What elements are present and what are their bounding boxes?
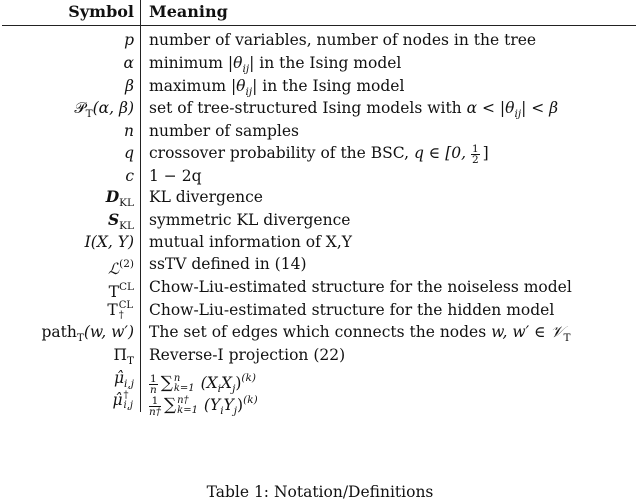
math: Y xyxy=(223,396,234,414)
math: ] xyxy=(482,144,489,162)
symbol-args: (w, w′) xyxy=(83,323,134,341)
math: (Y xyxy=(203,396,221,414)
math: X xyxy=(221,374,233,392)
math: q ∈ [0, xyxy=(413,144,471,162)
subscript: † xyxy=(118,310,124,321)
subscript: i,j xyxy=(124,378,134,390)
table-caption: Table 1: Notation/Definitions xyxy=(206,483,434,501)
sum-icon: ∑ xyxy=(164,395,177,415)
meaning: ssTV defined in (14) xyxy=(149,255,307,273)
meaning: number of samples xyxy=(149,122,299,140)
subscript: i,j xyxy=(123,400,133,411)
meaning-text: maximum | xyxy=(149,77,237,95)
symbol: q xyxy=(124,144,134,162)
meaning: Chow-Liu-estimated structure for the noiseless model xyxy=(149,278,572,296)
denominator: n† xyxy=(149,405,162,418)
sup-sub xyxy=(124,391,133,411)
math: (X xyxy=(200,374,218,392)
meaning: Reverse-I projection (22) xyxy=(149,346,346,364)
denominator: 2 xyxy=(471,153,479,166)
symbol: p xyxy=(124,31,134,49)
meaning: mutual information of X,Y xyxy=(149,233,352,251)
table-row xyxy=(0,75,640,97)
subscript: T xyxy=(85,108,93,120)
symbol: T xyxy=(107,301,118,319)
math: α < | xyxy=(466,99,506,117)
symbol: μ̂ xyxy=(113,369,125,387)
header-symbol: Symbol xyxy=(68,2,134,21)
symbol: c xyxy=(125,167,134,185)
table-row xyxy=(0,186,640,208)
symbol: D xyxy=(105,187,120,206)
table-row xyxy=(0,253,640,278)
meaning: KL divergence xyxy=(149,188,263,206)
subscript: j xyxy=(232,383,236,395)
theta: θ xyxy=(505,99,515,117)
denominator: n xyxy=(149,383,157,396)
symbol: n xyxy=(124,122,134,140)
meaning-text: crossover probability of the BSC, xyxy=(149,144,414,162)
table-row xyxy=(0,120,640,142)
superscript: (2) xyxy=(119,258,134,270)
fraction xyxy=(149,396,161,417)
theta: θ xyxy=(233,54,243,72)
symbol: β xyxy=(125,77,134,95)
superscript: (k) xyxy=(243,394,258,406)
subscript: T xyxy=(126,355,134,367)
numerator: 1 xyxy=(471,142,479,155)
fraction xyxy=(471,144,480,165)
numerator: 1 xyxy=(149,396,161,407)
subscript: T xyxy=(76,332,84,344)
theta: θ xyxy=(236,77,246,95)
superscript: CL xyxy=(118,300,133,311)
superscript: CL xyxy=(118,281,134,293)
symbol: ℒ xyxy=(107,260,120,278)
numerator: 1 xyxy=(150,372,157,385)
table-row xyxy=(0,165,640,187)
symbol: μ̂ xyxy=(112,391,123,409)
meaning xyxy=(149,142,489,165)
symbol: T xyxy=(108,283,119,301)
header-row xyxy=(0,1,640,23)
meaning: symmetric KL divergence xyxy=(149,211,351,229)
math: | < β xyxy=(521,99,559,117)
index: ij xyxy=(242,63,250,75)
symbol: I(X, Y) xyxy=(84,233,134,251)
symbol: Π xyxy=(113,346,127,364)
table-row xyxy=(0,231,640,253)
meaning: 1 − 2q xyxy=(149,167,202,185)
sum-lower: k=1 xyxy=(177,405,198,416)
header-rule xyxy=(2,25,636,26)
meaning: number of variables, number of nodes in the tree xyxy=(149,31,537,49)
meaning-text: | in the Ising model xyxy=(252,77,405,95)
sum-limits xyxy=(177,396,198,416)
subscript: KL xyxy=(119,197,134,209)
subscript: KL xyxy=(119,220,134,232)
index: ij xyxy=(514,108,522,120)
subscript: j xyxy=(233,405,238,417)
table-row xyxy=(0,142,640,164)
sum-upper: n xyxy=(173,373,181,384)
sup-sub xyxy=(119,301,133,321)
sum-lower: k=1 xyxy=(173,383,195,394)
subscript: T xyxy=(563,332,571,344)
math: w, w′ ∈ 𝒱 xyxy=(491,323,564,341)
symbol: α xyxy=(123,54,134,72)
table-row xyxy=(0,29,640,51)
table-row xyxy=(0,209,640,231)
subscript: i xyxy=(217,383,222,395)
subscript: i xyxy=(220,405,224,417)
sum-icon: ∑ xyxy=(160,373,173,393)
header-meaning: Meaning xyxy=(149,2,228,21)
table-row xyxy=(0,299,640,321)
index: ij xyxy=(245,86,253,98)
table-row xyxy=(0,389,640,418)
meaning: Chow-Liu-estimated structure for the hidden model xyxy=(149,301,555,319)
meaning-text: | in the Ising model xyxy=(249,54,402,72)
table-row xyxy=(0,97,640,119)
symbol-args: (α, β) xyxy=(92,99,134,117)
superscript: (k) xyxy=(241,372,256,384)
symbol: S xyxy=(107,210,120,229)
table-row xyxy=(0,321,640,343)
meaning-text: set of tree-structured Ising models with xyxy=(149,99,467,117)
math: ) xyxy=(237,396,244,414)
symbol: 𝒫 xyxy=(74,99,86,117)
table-row xyxy=(0,367,640,396)
superscript: † xyxy=(123,390,129,401)
meaning-text: minimum | xyxy=(149,54,234,72)
meaning-text: The set of edges which connects the nodes xyxy=(149,323,492,341)
table-row xyxy=(0,344,640,366)
sum-upper: n† xyxy=(177,395,189,406)
meaning xyxy=(149,389,258,422)
symbol: path xyxy=(41,323,77,341)
table-row xyxy=(0,276,640,301)
table-row xyxy=(0,52,640,74)
math: ) xyxy=(235,374,242,392)
